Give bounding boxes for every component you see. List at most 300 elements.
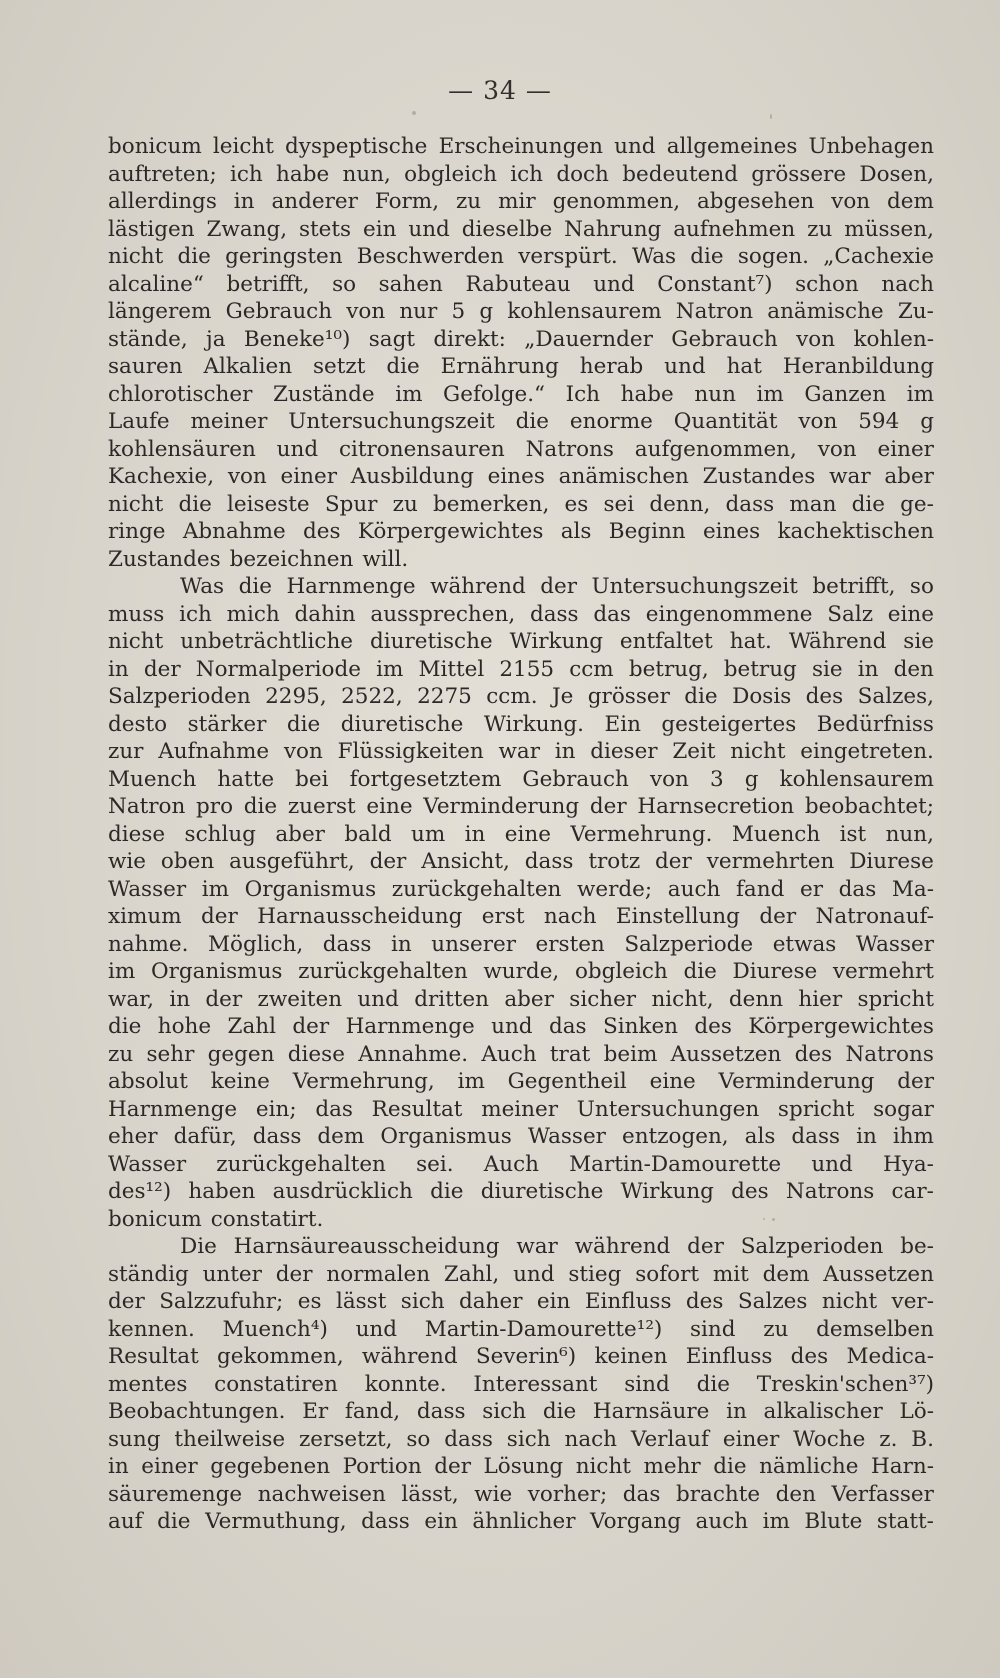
- word: des¹²): [108, 1179, 172, 1204]
- word: im: [756, 381, 784, 407]
- word: erst: [481, 904, 525, 929]
- word: betrug,: [628, 656, 709, 682]
- word: von: [227, 464, 267, 489]
- word: während: [361, 1344, 458, 1369]
- word: Laufe: [108, 409, 170, 434]
- word: von: [649, 766, 689, 792]
- word: diese: [287, 1041, 345, 1067]
- word: Severin⁶): [475, 1344, 577, 1369]
- word: war,: [108, 986, 154, 1012]
- word: kohlensaurem: [507, 299, 662, 324]
- word: das: [593, 601, 631, 627]
- word: Salz: [827, 601, 874, 627]
- word: aussprechen,: [370, 601, 516, 627]
- word: einer: [877, 436, 934, 462]
- word: Diurese: [849, 849, 934, 874]
- word: „Dauernder: [524, 326, 653, 352]
- word: ringe: [108, 519, 166, 544]
- word: war: [516, 1234, 558, 1259]
- word: muss: [108, 601, 165, 627]
- word: im: [457, 1069, 485, 1094]
- word: sicher: [569, 986, 637, 1012]
- word: Dosis: [732, 684, 792, 709]
- word: Flüssigkeiten: [337, 739, 484, 764]
- word: müssen,: [844, 216, 934, 242]
- word: Beginn: [608, 519, 686, 544]
- word: Wasser: [527, 1124, 606, 1149]
- word: „Cachexie: [823, 244, 934, 269]
- word: Gebrauch: [225, 299, 333, 324]
- word: Abnahme: [182, 519, 286, 544]
- word: ein: [362, 216, 397, 242]
- body-text: [108, 133, 934, 1536]
- word: stieg: [568, 1261, 622, 1287]
- text-line: [108, 1481, 934, 1509]
- word: dass: [444, 1426, 493, 1452]
- word: Ernährung: [440, 354, 559, 379]
- word: Beschwerden: [356, 244, 504, 269]
- word: das: [315, 1096, 353, 1122]
- word: schon: [795, 271, 859, 297]
- word: eine: [504, 821, 551, 847]
- word: sagt: [368, 326, 415, 352]
- word: in: [108, 1454, 129, 1479]
- word: Form,: [374, 189, 440, 214]
- word: chlorotischer: [108, 381, 253, 407]
- word: mehr: [643, 1454, 701, 1479]
- word: den: [893, 656, 934, 682]
- word: ihm: [892, 1124, 934, 1149]
- word: Gegentheil: [507, 1069, 627, 1094]
- word: B.: [911, 1426, 934, 1452]
- text-line: [108, 381, 934, 409]
- word: 3: [709, 766, 724, 792]
- word: der: [369, 849, 407, 874]
- word: betrifft,: [812, 574, 896, 599]
- word: kohlen-: [853, 326, 934, 352]
- word: gekommen,: [217, 1344, 344, 1369]
- word: nur: [399, 299, 438, 324]
- word: stärker: [187, 711, 267, 737]
- word: Natrons: [845, 1041, 934, 1067]
- word: Vermuthung,: [205, 1509, 347, 1534]
- word: so: [909, 574, 934, 599]
- word: Kachexie,: [108, 464, 215, 489]
- word: dass: [361, 1509, 410, 1534]
- word: Ausbildung: [350, 464, 474, 489]
- word: Sinken: [602, 1014, 679, 1039]
- text-line: [108, 711, 934, 739]
- word: Rabuteau: [465, 271, 571, 297]
- word: in: [233, 189, 255, 214]
- word: eines: [487, 464, 545, 489]
- word: Verminderung: [718, 1069, 875, 1094]
- word: Wasser: [108, 1151, 187, 1177]
- word: in: [169, 986, 191, 1012]
- word: nicht: [821, 1289, 878, 1314]
- word: Was: [631, 244, 677, 269]
- word: eingenommene: [645, 601, 813, 627]
- word: werde;: [577, 876, 653, 902]
- word: Aufnahme: [158, 739, 270, 764]
- word: des: [794, 1041, 833, 1067]
- word: spricht: [777, 1096, 855, 1122]
- word: lässt: [335, 1289, 387, 1314]
- word: hohe: [157, 1014, 212, 1039]
- word: sehr: [146, 1041, 195, 1067]
- word: Wasser: [108, 876, 187, 902]
- word: diuretische: [369, 629, 493, 654]
- word: dass: [252, 1124, 302, 1149]
- word: demselben: [816, 1316, 934, 1342]
- word: Wirkung.: [483, 711, 585, 737]
- word: zuerst: [287, 794, 356, 819]
- word: nach: [881, 271, 934, 297]
- word: zu: [392, 491, 418, 517]
- word: Gebrauch: [671, 326, 778, 352]
- word: alcaline“: [108, 271, 204, 297]
- word: dass: [529, 601, 579, 627]
- word: einer: [722, 1426, 780, 1452]
- word: im: [906, 381, 934, 407]
- word: nun,: [342, 161, 391, 187]
- word: konnte.: [364, 1371, 447, 1397]
- word: während: [430, 574, 526, 599]
- word: der: [434, 1454, 471, 1479]
- word: so: [406, 1426, 431, 1452]
- word: in: [857, 656, 879, 682]
- word: des: [685, 1289, 724, 1314]
- word: ccm.: [486, 684, 538, 709]
- word: man: [789, 491, 837, 517]
- word: als: [560, 519, 592, 544]
- word: kohlensaurem: [779, 766, 934, 792]
- word: Zustände: [272, 381, 375, 407]
- word: von: [346, 299, 386, 324]
- word: sie: [903, 629, 934, 654]
- word: die: [515, 409, 549, 434]
- word: dafür,: [173, 1124, 237, 1149]
- word: Lö-: [899, 1399, 934, 1424]
- word: dieser: [590, 739, 658, 764]
- word: stände,: [108, 326, 188, 352]
- word: die: [386, 354, 420, 379]
- text-line: [108, 1178, 934, 1206]
- word: die: [243, 794, 278, 819]
- word: 2275: [417, 684, 472, 709]
- word: aufgenommen,: [634, 436, 797, 462]
- word: sich: [506, 1426, 551, 1452]
- word: trat: [549, 1041, 591, 1067]
- word: sind: [624, 1371, 670, 1397]
- word: Natrons: [785, 1179, 875, 1204]
- word: nachweisen: [257, 1481, 386, 1507]
- word: während: [574, 1234, 671, 1259]
- word: eines: [702, 519, 761, 544]
- word: be-: [900, 1234, 934, 1259]
- word: Einstellung: [615, 904, 740, 929]
- word: mir: [498, 189, 536, 214]
- word: Zwang,: [206, 216, 288, 242]
- word: keinen: [594, 1344, 668, 1369]
- text-line: [108, 793, 934, 821]
- word: der: [292, 1014, 330, 1039]
- word: anämischen: [558, 464, 689, 489]
- word: in: [726, 1399, 747, 1424]
- word: von: [831, 189, 871, 214]
- word: von: [817, 436, 857, 462]
- word: dass: [725, 491, 775, 517]
- word: Ganzen: [804, 381, 887, 407]
- word: Salzzufuhr;: [159, 1289, 284, 1314]
- word: und: [664, 354, 706, 379]
- word: und: [513, 1261, 555, 1287]
- word: Aussetzen: [823, 1261, 934, 1287]
- word: sogar: [873, 1096, 934, 1122]
- word: die: [430, 1179, 464, 1204]
- word: im: [762, 1509, 790, 1534]
- word: vorher;: [527, 1481, 608, 1507]
- word: Untersuchungszeit: [591, 574, 798, 599]
- word: Einfluss: [685, 1344, 773, 1369]
- word: sich: [482, 1399, 527, 1424]
- word: bonicum: [108, 134, 202, 159]
- word: Diurese: [732, 959, 818, 984]
- word: unserer: [431, 931, 516, 957]
- word: die: [177, 244, 211, 269]
- word: Constant⁷): [657, 271, 773, 297]
- word: Muench: [731, 821, 821, 847]
- word: das: [622, 1481, 661, 1507]
- text-line: [108, 821, 934, 849]
- word: Während: [788, 629, 887, 654]
- paper-speck: [412, 111, 416, 115]
- text-line: [108, 628, 934, 656]
- word: ximum: [108, 904, 182, 929]
- word: Hya-: [882, 1151, 934, 1177]
- text-line: [108, 216, 934, 244]
- word: bezeichnen: [229, 546, 354, 572]
- word: aber: [884, 464, 934, 489]
- word: Harn-: [871, 1454, 934, 1479]
- word: g: [744, 766, 759, 792]
- word: dem: [317, 1124, 365, 1149]
- text-line: [108, 326, 934, 354]
- word: alkalischer: [763, 1399, 883, 1424]
- word: oben: [160, 849, 215, 874]
- word: Zustandes: [108, 546, 221, 572]
- word: die: [684, 684, 718, 709]
- word: ähnlicher: [472, 1509, 576, 1534]
- word: Beneke¹⁰): [243, 326, 351, 352]
- word: wie: [108, 849, 147, 874]
- word: Er: [302, 1399, 329, 1424]
- word: Wirkung: [620, 1179, 714, 1204]
- word: Lösung: [483, 1454, 564, 1479]
- word: gesteigertes: [661, 711, 797, 737]
- word: vermehrt: [832, 959, 934, 984]
- word: von: [796, 326, 836, 352]
- word: eine: [649, 1069, 696, 1094]
- word: normalen: [326, 1261, 431, 1287]
- word: schlug: [184, 821, 256, 847]
- word: zersetzt,: [298, 1426, 393, 1452]
- word: Salzperioden: [740, 1234, 884, 1259]
- word: 594: [858, 409, 900, 434]
- text-line: [108, 766, 934, 794]
- word: aufnehmen: [673, 216, 796, 242]
- word: die: [683, 959, 717, 984]
- text-line: [108, 546, 934, 574]
- text-line: [108, 1233, 934, 1261]
- word: eher: [108, 1124, 158, 1149]
- text-line: [108, 1123, 934, 1151]
- word: allerdings: [108, 189, 217, 214]
- word: Martin-Damourette¹²): [424, 1316, 663, 1342]
- word: leiseste: [227, 491, 310, 517]
- text-line: [108, 491, 934, 519]
- word: der: [201, 904, 238, 929]
- word: Annahme.: [358, 1041, 469, 1067]
- word: ge-: [900, 491, 934, 517]
- text-line: [108, 1151, 934, 1179]
- word: gegebenen: [210, 1454, 331, 1479]
- text-line: [108, 958, 934, 986]
- word: des: [694, 1014, 732, 1039]
- word: den: [775, 1481, 816, 1507]
- word: eingetreten.: [800, 739, 934, 764]
- word: Resultat: [371, 1096, 463, 1122]
- word: Harnsäureausscheidung: [233, 1234, 500, 1259]
- word: Harnsecretion: [637, 794, 795, 819]
- word: im: [201, 876, 230, 902]
- word: grössere: [751, 161, 847, 187]
- word: obgleich: [574, 959, 668, 984]
- word: anämische: [767, 299, 884, 324]
- word: beim: [603, 1041, 658, 1067]
- word: sauren: [108, 354, 183, 379]
- word: Einfluss: [584, 1289, 672, 1314]
- word: in: [856, 1124, 877, 1149]
- word: dass: [322, 931, 372, 957]
- word: ja: [206, 326, 226, 352]
- text-line: [108, 243, 934, 271]
- word: brachte: [675, 1481, 761, 1507]
- word: von: [798, 409, 838, 434]
- word: 2295,: [265, 684, 327, 709]
- text-line: [108, 161, 934, 189]
- word: 2155: [499, 656, 555, 682]
- word: Bedürfniss: [816, 711, 934, 737]
- word: dritten: [414, 986, 489, 1012]
- word: sei.: [416, 1151, 454, 1177]
- word: Zahl: [227, 1014, 277, 1039]
- word: dass: [416, 1399, 466, 1424]
- word: kachektischen: [777, 519, 934, 544]
- word: beobachtet;: [804, 794, 934, 819]
- paper-speck: [772, 1218, 775, 1221]
- word: ich: [510, 161, 544, 187]
- word: von: [283, 739, 323, 764]
- text-line: [108, 986, 934, 1014]
- word: der: [655, 849, 692, 874]
- word: ausgeführt,: [229, 849, 355, 874]
- word: Auch: [481, 1041, 537, 1067]
- word: einer: [280, 464, 337, 489]
- word: fand: [735, 876, 785, 902]
- word: Interessant: [473, 1371, 598, 1397]
- word: hat: [726, 354, 762, 379]
- word: dem: [762, 1261, 810, 1287]
- word: Beobachtungen.: [108, 1399, 286, 1424]
- word: denn: [728, 986, 784, 1012]
- text-line: [108, 1426, 934, 1454]
- word: lästigen: [108, 216, 195, 242]
- text-line: [108, 1398, 934, 1426]
- word: Dosen,: [859, 161, 934, 187]
- page-number: — 34 —: [448, 76, 552, 105]
- word: entzogen,: [621, 1124, 729, 1149]
- word: statt-: [876, 1509, 934, 1534]
- word: der: [108, 1289, 145, 1314]
- text-line: [108, 903, 934, 931]
- word: pro: [196, 794, 234, 819]
- word: in: [554, 739, 576, 764]
- word: will.: [362, 546, 409, 572]
- word: Spur: [324, 491, 378, 517]
- text-line: [108, 738, 934, 766]
- word: hier: [798, 986, 843, 1012]
- word: es: [297, 1289, 322, 1314]
- word: des: [303, 519, 341, 544]
- word: stets: [299, 216, 352, 242]
- word: so: [332, 271, 357, 297]
- word: zurückgehalten: [298, 959, 468, 984]
- word: habe: [620, 381, 674, 407]
- word: ausdrücklich: [272, 1179, 413, 1204]
- word: nicht: [108, 629, 164, 654]
- word: haben: [188, 1179, 256, 1204]
- word: zu: [108, 1041, 134, 1067]
- word: des: [790, 1344, 829, 1369]
- word: allgemeines: [666, 134, 798, 159]
- word: Portion: [342, 1454, 422, 1479]
- word: die: [157, 1509, 191, 1534]
- word: Gefolge.“: [443, 381, 546, 407]
- word: das: [548, 1014, 587, 1039]
- word: in: [108, 656, 129, 682]
- word: wie: [474, 1481, 513, 1507]
- word: zu: [763, 1316, 789, 1342]
- word: im: [395, 381, 423, 407]
- word: grösser: [587, 684, 670, 709]
- word: unbeträchtliche: [180, 629, 354, 654]
- word: nämliche: [759, 1454, 859, 1479]
- word: Organismus: [380, 1124, 512, 1149]
- word: citronensauren: [338, 436, 505, 462]
- word: die: [690, 244, 724, 269]
- word: dyspeptische: [285, 134, 428, 159]
- word: sei: [603, 491, 635, 517]
- word: kennen.: [108, 1316, 195, 1342]
- word: enorme: [569, 409, 653, 434]
- word: Ein: [604, 711, 641, 737]
- word: eine: [366, 794, 413, 819]
- word: Mittel: [418, 656, 485, 682]
- word: sogen.: [737, 244, 810, 269]
- word: gegen: [207, 1041, 275, 1067]
- word: der: [897, 1069, 934, 1094]
